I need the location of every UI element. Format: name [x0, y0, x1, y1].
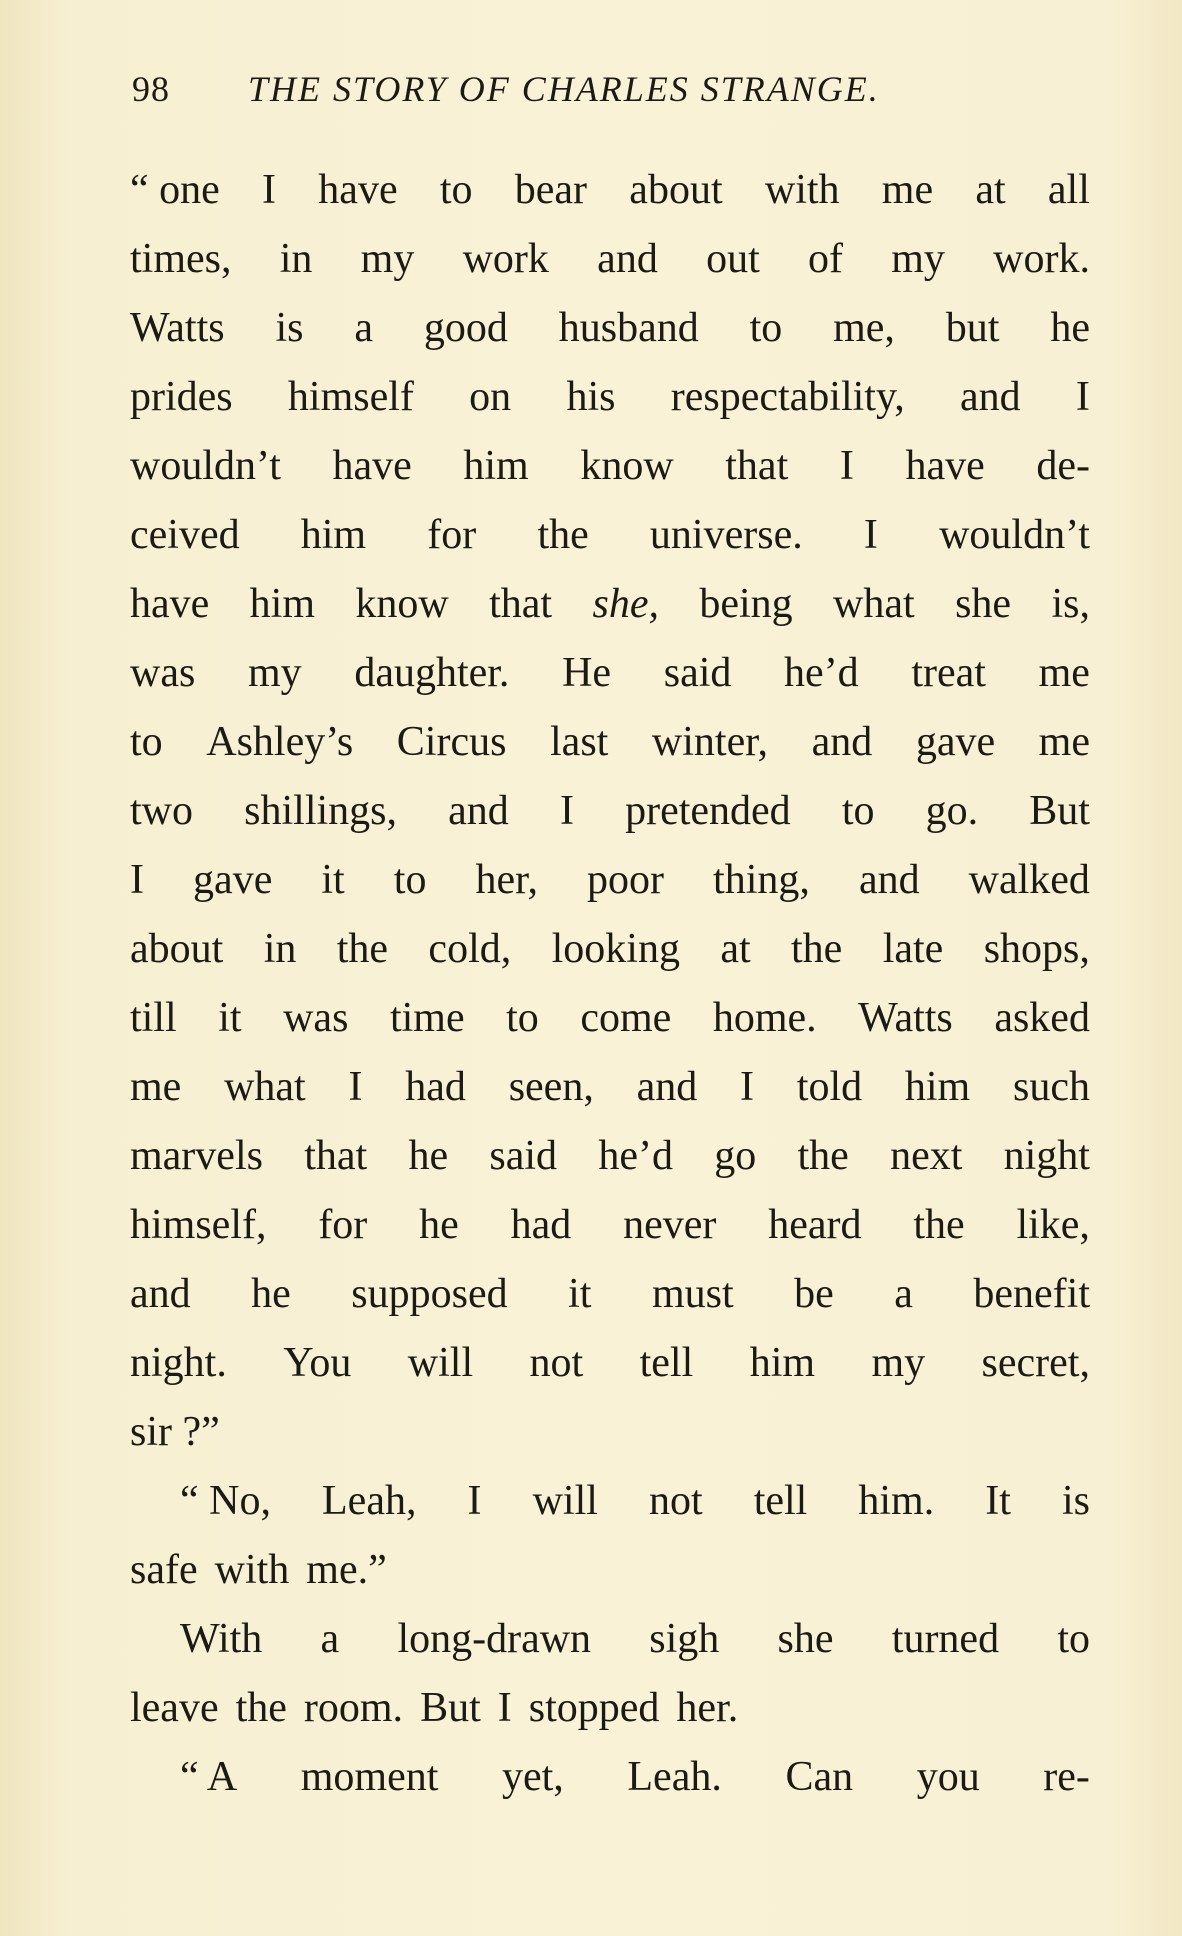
word: have: [905, 443, 985, 489]
word: his: [566, 374, 616, 420]
word: I: [130, 857, 144, 903]
word: him: [749, 1340, 816, 1386]
text-line: [130, 1674, 1090, 1743]
word: told: [796, 1064, 863, 1110]
word: and: [636, 1064, 698, 1110]
word: winter,: [651, 719, 769, 765]
word: walked: [968, 857, 1090, 903]
word: wouldn’t: [939, 512, 1090, 558]
word: Leah,: [322, 1478, 417, 1524]
word: you: [916, 1754, 980, 1800]
word: but: [945, 305, 1000, 351]
word: stopped: [528, 1685, 660, 1731]
word: wouldn’t: [130, 443, 281, 489]
word: me,: [833, 305, 895, 351]
text-line: [130, 156, 1090, 225]
word: have: [318, 167, 398, 213]
text-line: [130, 1398, 1090, 1467]
word: like,: [1016, 1202, 1090, 1248]
word: gave: [193, 857, 273, 903]
word: that: [725, 443, 789, 489]
word: it: [321, 857, 345, 903]
word: leave: [130, 1685, 219, 1731]
word: shops,: [983, 926, 1090, 972]
word: I: [497, 1685, 512, 1731]
word: good: [423, 305, 508, 351]
word: at: [720, 926, 751, 972]
word: I: [740, 1064, 755, 1110]
word: what: [224, 1064, 306, 1110]
word: the: [791, 926, 843, 972]
word: times,: [130, 236, 232, 282]
word: was: [283, 995, 349, 1041]
word: secret,: [981, 1340, 1090, 1386]
word: is,: [1051, 581, 1090, 627]
text-line: [130, 708, 1090, 777]
word: and: [858, 857, 920, 903]
word: “ A: [180, 1754, 238, 1800]
text-line: [130, 1743, 1090, 1812]
word: sigh: [649, 1616, 720, 1662]
word: daughter.: [354, 650, 510, 696]
text-line: [130, 432, 1090, 501]
word: pretended: [625, 788, 791, 834]
word: be: [794, 1271, 834, 1317]
word: safe: [130, 1547, 198, 1593]
word: him: [904, 1064, 971, 1110]
text-line: [130, 1467, 1090, 1536]
word: and: [597, 236, 658, 282]
word: looking: [551, 926, 680, 972]
word: my: [360, 236, 415, 282]
word: her.: [676, 1685, 739, 1731]
word: not: [529, 1340, 584, 1386]
word: him: [463, 443, 529, 489]
word: poor: [587, 857, 664, 903]
word: he: [251, 1271, 291, 1317]
word: asked: [994, 995, 1090, 1041]
text-line: [130, 294, 1090, 363]
word: But: [1029, 788, 1090, 834]
word: de-: [1036, 443, 1090, 489]
word: had: [405, 1064, 466, 1110]
word: ceived: [130, 512, 240, 558]
word: work: [462, 236, 549, 282]
word: on: [469, 374, 512, 420]
word: that: [304, 1133, 368, 1179]
word: Watts: [130, 305, 225, 351]
word: at: [975, 167, 1006, 213]
word: I: [1075, 374, 1090, 420]
word: is: [275, 305, 304, 351]
word: Ashley’s: [206, 719, 354, 765]
text-line: [130, 1191, 1090, 1260]
word: the: [913, 1202, 965, 1248]
word: I: [559, 788, 574, 834]
word: But: [420, 1685, 481, 1731]
word: in: [279, 236, 313, 282]
word: me: [1038, 650, 1090, 696]
word: never: [623, 1202, 717, 1248]
text-line: [130, 501, 1090, 570]
word: her,: [475, 857, 538, 903]
word: my: [871, 1340, 926, 1386]
word: time: [389, 995, 465, 1041]
word: night: [1003, 1133, 1090, 1179]
word: a: [894, 1271, 913, 1317]
word: last: [550, 719, 609, 765]
word: about: [629, 167, 723, 213]
word: room.: [303, 1685, 404, 1731]
word: late: [882, 926, 944, 972]
word: said: [663, 650, 732, 696]
word: the: [797, 1133, 849, 1179]
word: he’d: [784, 650, 859, 696]
word: me.”: [306, 1547, 387, 1593]
word: about: [130, 926, 224, 972]
word: go: [714, 1133, 757, 1179]
body-text: [130, 156, 1090, 1812]
word: and: [448, 788, 509, 834]
word: to: [439, 167, 473, 213]
word: seen,: [508, 1064, 594, 1110]
word: and: [130, 1271, 191, 1317]
text-line: [130, 1260, 1090, 1329]
word: thing,: [713, 857, 810, 903]
word: respectability,: [670, 374, 905, 420]
word: the: [235, 1685, 287, 1731]
text-line: [130, 1122, 1090, 1191]
word: husband: [558, 305, 699, 351]
word: him: [249, 581, 316, 627]
word: all: [1047, 167, 1090, 213]
word: a: [320, 1616, 340, 1662]
word: to: [130, 719, 163, 765]
text-line: [130, 570, 1090, 639]
word: will: [532, 1478, 598, 1524]
word: of: [808, 236, 843, 282]
running-title: THE STORY OF CHARLES STRANGE.: [248, 69, 880, 109]
text-line: [130, 639, 1090, 708]
text-line: [130, 777, 1090, 846]
word: the: [336, 926, 389, 972]
word: know: [580, 443, 674, 489]
word: himself,: [130, 1202, 267, 1248]
word: my: [891, 236, 945, 282]
word: With: [180, 1616, 263, 1662]
word: sir ?”: [130, 1409, 220, 1455]
text-line: [130, 225, 1090, 294]
word: will: [407, 1340, 474, 1386]
word: the: [537, 512, 589, 558]
word: Can: [785, 1754, 854, 1800]
text-line: [130, 846, 1090, 915]
word: to: [393, 857, 427, 903]
word: that: [489, 581, 553, 627]
word: is: [1061, 1478, 1090, 1524]
word: night.: [130, 1340, 227, 1386]
word: out: [706, 236, 760, 282]
word: You: [283, 1340, 352, 1386]
word: with: [214, 1547, 290, 1593]
word: prides: [130, 374, 233, 420]
word: me: [881, 167, 934, 213]
word: Leah.: [627, 1754, 722, 1800]
word: he: [1050, 305, 1090, 351]
word: I: [863, 512, 878, 558]
word: she: [777, 1616, 834, 1662]
word: for: [318, 1202, 368, 1248]
word: supposed: [351, 1271, 508, 1317]
word: marvels: [130, 1133, 263, 1179]
word: I: [467, 1478, 482, 1524]
word: I: [262, 167, 277, 213]
text-line: [130, 1329, 1090, 1398]
word: treat: [911, 650, 986, 696]
word: go.: [925, 788, 979, 834]
word: must: [651, 1271, 734, 1317]
word: it: [568, 1271, 592, 1317]
word: being: [699, 581, 793, 627]
word: gave: [915, 719, 996, 765]
word: have: [332, 443, 412, 489]
word: to: [841, 788, 875, 834]
word: was: [130, 650, 196, 696]
word: benefit: [973, 1271, 1090, 1317]
word: turned: [891, 1616, 1000, 1662]
word: to: [749, 305, 783, 351]
word: in: [263, 926, 297, 972]
word: He: [562, 650, 612, 696]
text-line: [130, 1536, 1090, 1605]
word: next: [890, 1133, 963, 1179]
word: till: [130, 995, 177, 1041]
word: me: [1038, 719, 1090, 765]
word: have: [130, 581, 210, 627]
word: said: [489, 1133, 558, 1179]
word: bear: [514, 167, 588, 213]
word: yet,: [502, 1754, 564, 1800]
word: what: [833, 581, 915, 627]
word: “ No,: [180, 1478, 271, 1524]
word: such: [1013, 1064, 1090, 1110]
word: it: [218, 995, 242, 1041]
word: come: [580, 995, 672, 1041]
text-line: [130, 1605, 1090, 1674]
word: tell: [753, 1478, 808, 1524]
word: to: [1057, 1616, 1090, 1662]
word: It: [985, 1478, 1011, 1524]
word: Circus: [396, 719, 507, 765]
word: him: [300, 512, 367, 558]
word: himself: [287, 374, 414, 420]
word: with: [764, 167, 840, 213]
word: me: [130, 1064, 182, 1110]
word: home.: [712, 995, 817, 1041]
word: he’d: [598, 1133, 673, 1179]
word: two: [130, 788, 193, 834]
word: heard: [768, 1202, 862, 1248]
word: he: [408, 1133, 449, 1179]
running-header: [132, 68, 1092, 118]
word: my: [247, 650, 302, 696]
word: long-drawn: [397, 1616, 592, 1662]
text-line: [130, 363, 1090, 432]
text-line: [130, 1053, 1090, 1122]
text-line: [130, 915, 1090, 984]
word: and: [811, 719, 873, 765]
word: I: [348, 1064, 363, 1110]
word: shillings,: [244, 788, 398, 834]
word: not: [648, 1478, 703, 1524]
word: a: [354, 305, 373, 351]
word: had: [510, 1202, 572, 1248]
word: he: [419, 1202, 459, 1248]
word: know: [355, 581, 449, 627]
text-line: [130, 984, 1090, 1053]
word: “ one: [130, 167, 220, 213]
page-number: 98: [132, 69, 170, 109]
word: him.: [858, 1478, 935, 1524]
word: cold,: [428, 926, 512, 972]
word: moment: [300, 1754, 439, 1800]
word: she: [955, 581, 1012, 627]
word: re-: [1043, 1754, 1090, 1800]
word: tell: [639, 1340, 694, 1386]
word: for: [427, 512, 477, 558]
word: Watts: [858, 995, 953, 1041]
word: universe.: [649, 512, 803, 558]
word: to: [506, 995, 539, 1041]
word: work.: [993, 236, 1090, 282]
word: and: [960, 374, 1021, 420]
word: she,: [592, 581, 659, 627]
word: I: [839, 443, 854, 489]
